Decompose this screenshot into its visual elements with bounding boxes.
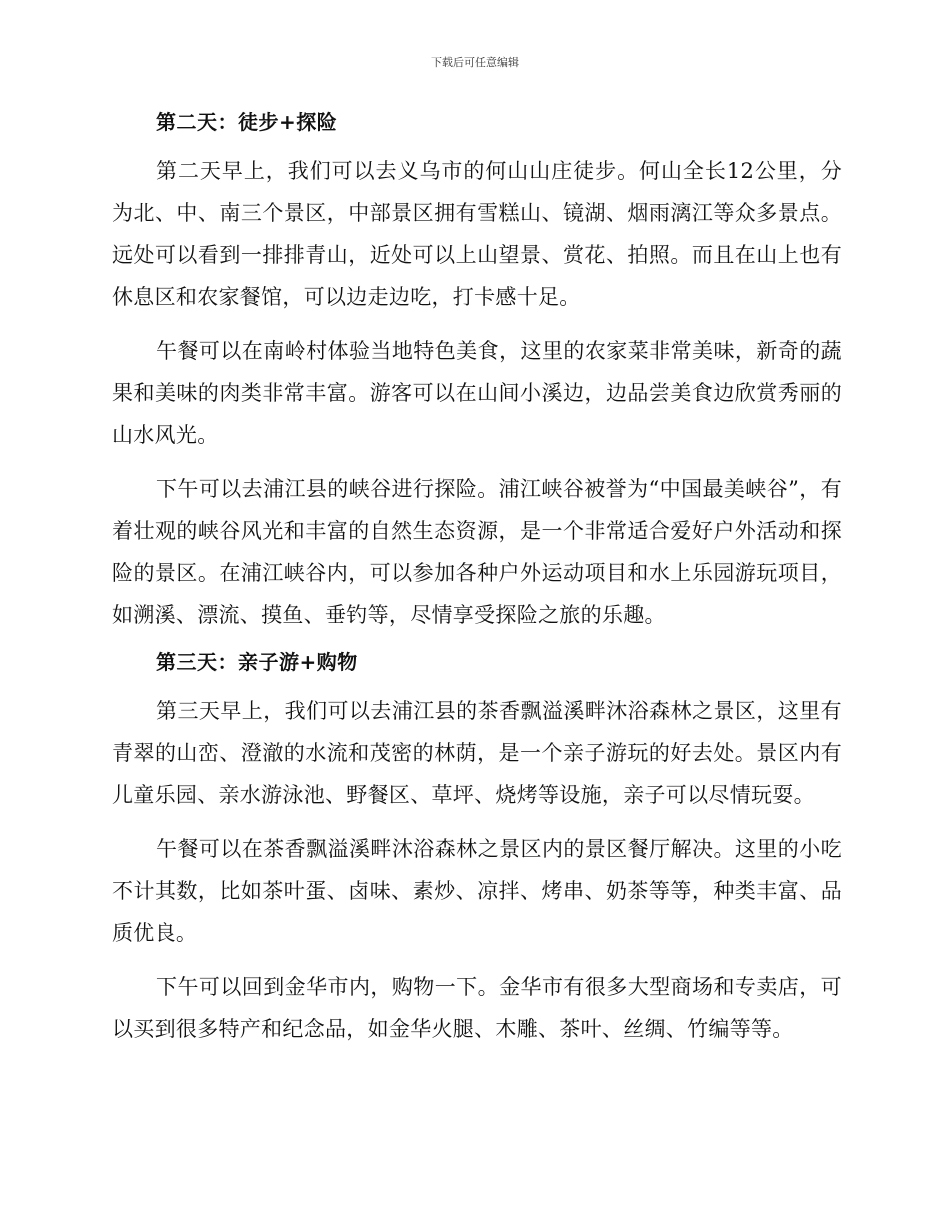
section-day-two xyxy=(112,108,842,636)
document-content xyxy=(112,108,842,1062)
section-day-three xyxy=(112,648,842,1050)
header-note: 下载后可任意编辑 xyxy=(431,56,519,69)
paragraph: 下午可以回到金华市内，购物一下。金华市有很多大型商场和专卖店，可以买到很多特产和纪念品，如金华火腿、木雕、茶叶、丝绸、竹编等等。 xyxy=(112,975,842,1041)
paragraph: 午餐可以在茶香飘溢溪畔沐浴森林之景区内的景区餐厅解决。这里的小吃不计其数，比如茶叶蛋、卤味、素炒、凉拌、烤串、奶茶等等，种类丰富、品质优良。 xyxy=(112,837,842,945)
section-heading: 第三天：亲子游+购物 xyxy=(156,650,358,674)
paragraph: 第二天早上，我们可以去义乌市的何山山庄徒步。何山全长12公里，分为北、中、南三个景区，中部景区拥有雪糕山、镜湖、烟雨漓江等众多景点。远处可以看到一排排青山，近处可以上山望景、赏花、拍照。而且在山上也有休息区和农家餐馆，可以边走边吃，打卡感十足。 xyxy=(112,159,842,309)
paragraph: 第三天早上，我们可以去浦江县的茶香飘溢溪畔沐浴森林之景区，这里有青翠的山峦、澄澈的水流和茂密的林荫，是一个亲子游玩的好去处。景区内有儿童乐园、亲水游泳池、野餐区、草坪、烧烤等设施，亲子可以尽情玩耍。 xyxy=(112,699,842,807)
paragraph: 午餐可以在南岭村体验当地特色美食，这里的农家菜非常美味，新奇的蔬果和美味的肉类非常丰富。游客可以在山间小溪边，边品尝美食边欣赏秀丽的山水风光。 xyxy=(112,339,842,447)
paragraph: 下午可以去浦江县的峡谷进行探险。浦江峡谷被誉为“中国最美峡谷”，有着壮观的峡谷风光和丰富的自然生态资源，是一个非常适合爱好户外活动和探险的景区。在浦江峡谷内，可以参加各种户外运动项目和水上乐园游玩项目，如溯溪、漂流、摸鱼、垂钓等，尽情享受探险之旅的乐趣。 xyxy=(112,477,842,627)
section-heading: 第二天：徒步+探险 xyxy=(156,110,338,134)
